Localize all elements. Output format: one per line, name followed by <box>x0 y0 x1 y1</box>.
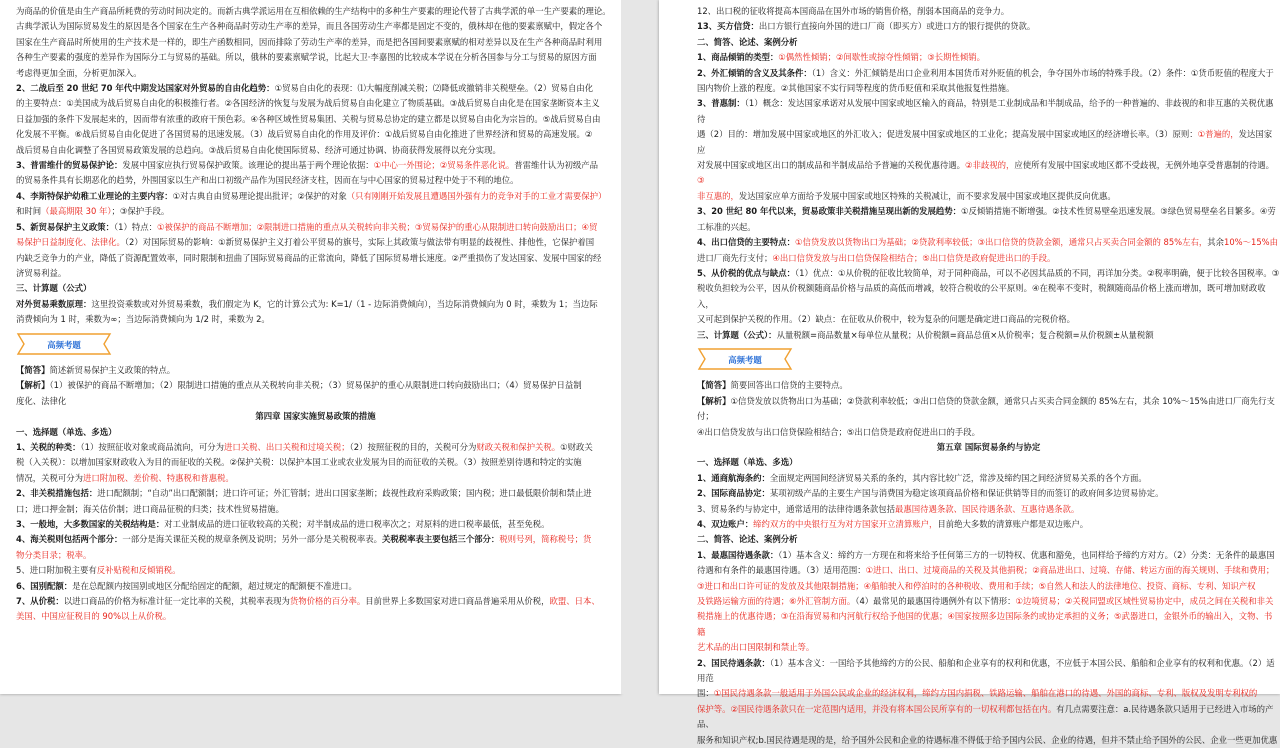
item-text: 应使所有发展中国家或地区都不受歧视，无例外地享受普惠制的待遇。 <box>1014 160 1275 171</box>
answer-label: 【解析】 <box>697 395 731 406</box>
item-highlight: 反补贴税和反倾销税。 <box>96 565 181 576</box>
item-heading: 13、买方信贷： <box>697 21 759 32</box>
paragraph: 消费倾向为 1 时，乘数为∞；当边际消费倾向为 1/2 时，乘数为 2。 <box>16 314 270 325</box>
paragraph: 内缺乏竞争力的产业，降低了资源配置效率，同时限制和扭曲了国际贸易商品的正常流向，降低了国际贸易增长速度。②严重损伤了发达国家、发展中国家的经 <box>16 252 602 263</box>
item-highlight: 货物价格的百分率。 <box>289 596 366 607</box>
item-text: （4）最常见的最惠国待遇例外有以下情形： <box>855 596 1016 607</box>
item-highlight: （最高期限 30 年） <box>41 206 112 217</box>
item-text: ①反倾销措施不断增强。②技术性贸易壁垒迅速发展。③绿色贸易壁垒名目繁多。④劳 <box>961 206 1276 217</box>
paragraph <box>697 686 1280 701</box>
section-item <box>697 548 1280 563</box>
item-heading: 7、从价税： <box>16 596 64 607</box>
item-text: 目前世界上多数国家对进口商品普遍采用从价税， <box>365 596 550 607</box>
section-item <box>697 19 1280 34</box>
hot-question-badge <box>697 347 793 371</box>
item-highlight: 欧盟、日本、 <box>549 596 600 607</box>
hot-question-badge <box>16 332 112 356</box>
item-text: ；③保护手段。 <box>111 206 170 217</box>
section-item <box>697 517 1280 532</box>
paragraph <box>697 702 1280 733</box>
section-item <box>16 297 615 312</box>
item-highlight: 缔约双方的中央银行互为对方国家开立清算账户， <box>753 519 938 529</box>
paragraph <box>697 251 1280 266</box>
item-heading: 关税税率表主要包括三个部分： <box>381 534 500 545</box>
section-item <box>16 579 615 594</box>
item-text: 5、进口附加税主要有 <box>16 565 97 576</box>
item-heading: 3、普惠制： <box>697 98 745 109</box>
section-item <box>697 471 1280 486</box>
item-text: 这里投资乘数或对外贸易乘数，我们假定为 K，它的计算公式为: K=1/（1 - 边际消费倾向），当边际消费倾向为 0 时，乘数为 1；当边际 <box>91 298 598 309</box>
item-text: 和时间 <box>16 206 42 217</box>
item-heading: 2、外汇倾销的含义及其条件： <box>697 67 812 78</box>
item-heading: 4、海关税则包括两个部分： <box>16 534 123 545</box>
paragraph: 税（入关税）：以增加国家财政收入为目的而征收的关税。②保护关税：以保护本国工业或农业发展为目的而征收的关税。（3）按照差别待遇和特定的实施 <box>16 457 582 468</box>
section-item <box>697 266 1280 281</box>
item-text: 情况，关税可分为 <box>16 472 83 483</box>
question-label: 【简答】 <box>697 380 731 391</box>
answer-label: 【解析】 <box>16 380 50 391</box>
section-item <box>697 66 1280 81</box>
item-heading: 2、二战后至 20 世纪 70 年代中期发达国家对外贸易的自由化趋势： <box>16 83 275 94</box>
item-text: 发展中国家应执行贸易保护政策。该理论的提出基于两个理论依据： <box>122 160 374 171</box>
item-highlight: ①被保护的商品不断增加；②限制进口措施的重点从关税转向非关税；③贸易保护的重心从限制进口转向鼓励出口；④贸 <box>156 221 598 232</box>
answer-text: ①信贷发放以货物出口为基础；②贷款利率较低；③出口信贷的贷款金额，通常只占买卖合同金额的 85%左右，其余 10%～15%由进口厂商先行支付； <box>697 395 1275 422</box>
item-highlight: 易保护日益制度化、法律化。 <box>16 237 125 248</box>
page-left <box>0 0 621 694</box>
paragraph: 又可起到保护关税的作用。（2）缺点：在征收从价税中，较为复杂的问题是确定进口商品的完税价格。 <box>697 314 1076 325</box>
paragraph: 税措施上的优惠待遇；③在沿海贸易和内河航行权给予他国的优惠；④国家按照多边国际条约或协定承担的义务；⑤武器进口，金银外币的输出入，文物、书籍 <box>697 611 1273 637</box>
paragraph: 各种生产要素的强度的差异作为国际分工与贸易的基础。所以，俄林的要素禀赋学说，比起大卫·李嘉图的比较成本学说在分析各国参与分工与贸易的原因方面 <box>16 52 597 63</box>
item-text: （1）含义：外汇倾销是出口企业利用本国货币对外贬值的机会，争夺国外市场的特殊手段。（2）条件：①货币贬值的程度大于 <box>811 67 1274 78</box>
question-text: 简要回答出口信贷的主要特点。 <box>730 380 848 391</box>
item-highlight: ①进口、出口、过境商品的关税及其他捐税；②商品进出口、过境、存储、转运方面的海关规则、手续和费用； <box>865 565 1275 576</box>
item-text: 遇（2）目的：增加发展中国家或地区的外汇收入；促进发展中国家或地区的工业化；提高发展中国家或地区的经济增长率。（3）原则： <box>697 129 1198 140</box>
question <box>697 378 1280 393</box>
item-highlight: ①信贷发放以货物出口为基础；②贷款利率较低；③出口信贷的贷款金额，通常只占买卖合同金额的 85%左右， <box>794 237 1208 248</box>
item-highlight: ①中心一外围论；②贸易条件恶化说。 <box>373 160 515 171</box>
item-text: （1）基本含义：一国给予其他缔约方的公民、船舶和企业享有的权利和优惠，不应低于本国公民、船舶和企业享有的权利和优惠。（2）适用范 <box>697 657 1275 684</box>
item-heading: 1、关税的种类： <box>16 441 81 452</box>
item-text: 围： <box>697 688 714 699</box>
section-item <box>16 563 615 578</box>
answer <box>16 378 615 393</box>
item-highlight: 保护等。②国民待遇条款只在一定范围内适用，并没有将本国公民所享有的一切权利都包括在内。 <box>697 703 1057 714</box>
question <box>16 363 615 378</box>
item-text: 待遇和有条件的最惠国待遇。（3）适用范围： <box>697 565 866 576</box>
paragraph: ③进口和出口许可证的发放及其他限制措施；④船舶驶入和停泊时的各种税收、费用和手续；⑤自然人和法人的法律地位、投资、商标、专利、知识产权 <box>697 580 1256 591</box>
item-text: ①对古典自由贸易理论提出批评；②保护的对象 <box>172 190 347 201</box>
item-heading: 对外贸易乘数原理： <box>16 298 92 309</box>
paragraph <box>697 127 1280 158</box>
item-text: 发达国家应单方面给予发展中国家或地区特殊的关税减让，而不要求发展中国家或地区提供反向优惠。 <box>738 190 1116 201</box>
paragraph: 口；进口押金制；海关估价制；进口商品征税的归类；技术性贸易措施。 <box>16 503 284 514</box>
item-highlight: 及铁路运输方面的待遇；⑥外汇管制方面。 <box>697 596 856 607</box>
item-heading: 2、非关税措施包括： <box>16 488 98 499</box>
item-text: 3、贸易条约与协定中，通常适用的法律待遇条款包括 <box>697 503 895 514</box>
section-heading: 三、计算题（公式） <box>16 283 92 294</box>
item-heading: 4、出口信贷的主要特点： <box>697 237 795 248</box>
section-item <box>16 81 615 96</box>
item-heading: 三、计算题（公式）： <box>697 329 777 340</box>
section-heading: 一、选择题（单选、多选） <box>697 457 798 468</box>
question-text: 简述新贸易保护主义政策的特点。 <box>49 364 176 375</box>
item-heading: 3、普雷维什的贸易保护论： <box>16 160 123 171</box>
item-text: 对工业制成品的进口征收较高的关税；对半制成品的进口税率次之；对原料的进口税率最低，甚至免税。 <box>164 519 550 529</box>
item-text: 有几点需要注意：a.民待遇条款只适用于已经进入市场的产品、 <box>697 703 1274 730</box>
paragraph: 国内物价上涨的程度。②其他国家不实行同等程度的货币贬值和采取其他报复性措施。 <box>697 83 1015 94</box>
item-heading: 1、通商航海条约： <box>697 472 770 483</box>
page-left-content <box>16 4 615 625</box>
item-heading: 1、商品倾销的类型： <box>697 52 779 63</box>
item-text: 出口方银行直接向外国的进口厂商（即买方）或进口方的银行提供的贷款。 <box>758 21 1036 32</box>
section-item <box>697 502 1280 517</box>
item-text: 以进口商品的价格为标准计征一定比率的关税，其税率表现为 <box>63 596 290 607</box>
paragraph: 工标准的兴起。 <box>697 221 756 232</box>
item-text: 目前绝大多数的清算账户都是双边账户。 <box>937 519 1089 529</box>
section-item <box>697 486 1280 501</box>
paragraph <box>697 563 1280 578</box>
paragraph: 化发展不平衡。⑥战后贸易自由化促进了各国贸易的迅速发展。（3）战后贸易自由化的作用及评价：①战后贸易自由化推进了世界经济和贸易的高速发展。② <box>16 129 593 140</box>
item-text: （1）按照征收对象或商品流向，可分为 <box>80 441 224 452</box>
item-heading: 4、双边账户： <box>697 519 754 529</box>
chapter-title: 第四章 国家实施贸易政策的措施 <box>255 411 376 422</box>
section-heading: 二、简答、论述、案例分析 <box>697 36 798 47</box>
item-text: 是在总配额内按国别或地区分配给固定的配额，超过规定的配额便不准进口。 <box>72 580 357 591</box>
paragraph: ④出口信贷发放与出口信贷保险相结合；⑤出口信贷是政府促进出口的手段。 <box>697 426 981 437</box>
section-item <box>697 656 1280 687</box>
paragraph: 美国、中国应征税目的 90%以上从价税。 <box>16 611 172 622</box>
paragraph <box>697 594 1280 609</box>
section-heading: 二、简答、论述、案例分析 <box>697 534 798 545</box>
paragraph: 国家在生产商品时所使用的生产技术是一样的，即生产函数相同，因而排除了劳动生产率的差异，而是把各国间要素禀赋的相对差异以及在生产各种商品时利用 <box>16 36 603 47</box>
section-item <box>697 96 1280 127</box>
paragraph: 为商品的价值是由生产商品所耗费的劳动时间决定的。而新古典学派运用在互相依赖的生产结构中的多种生产要素的理论代替了古典学派的单一生产要素的理论。 <box>16 6 611 16</box>
section-item <box>16 594 615 609</box>
paragraph: 考虑得更加全面，分析更加深入。 <box>16 67 142 78</box>
paragraph: 战后贸易自由化调整了各国贸易政策发展的总趋向。③战后贸易自由化使国际贸易、经济可通过协调、协商获得发展得以充分实现。 <box>16 144 501 155</box>
item-highlight: ③ <box>697 175 705 186</box>
item-highlight: ②非歧视的， <box>965 160 1015 171</box>
item-text: （1）特点： <box>113 221 157 232</box>
item-highlight: 进口关税、出口关税和过境关税； <box>223 441 350 452</box>
paragraph <box>16 204 615 219</box>
item-text: （1）概念：发达国家承诺对从发展中国家或地区输入的商品，特别是工业制成品和半制成品，给予的一种普遍的、非歧视的和非互惠的关税优惠待 <box>697 98 1274 124</box>
paragraph <box>697 189 1280 204</box>
paragraph: 日益加强的条件下发展起来的，因而带有浓重的政府干预色彩。④各种区域性贸易集团、关税与贸易总协定的建立都是以贸易自由化为宗旨的。⑤战后贸易自由 <box>16 113 601 124</box>
item-text: 进口配额制；“自动”出口配额制；进口许可证；外汇管制；进出口国家垄断；歧视性政府采购政策；国内税；进口最低限价制和禁止进 <box>97 488 592 499</box>
item-text: （2）对国际贸易的影响：①新贸易保护主义打着公平贸易的旗号，实际上其政策与做法带有明显的歧视性、排他性，它保护着国 <box>124 237 595 248</box>
paragraph: 济贸易利益。 <box>16 267 67 278</box>
item-heading: 2、国际商品协定： <box>697 488 770 499</box>
item-highlight: （只有刚刚开始发展且遭遇国外强有力的竞争对手的工业才需要保护） <box>346 190 607 201</box>
item-text: （1）基本含义：缔约方一方现在和将来给予任何第三方的一切特权、优惠和豁免，也同样给予缔约方对方。（2）分类：无条件的最惠国 <box>778 549 1275 560</box>
badge-label: 高频考题 <box>47 339 81 350</box>
paragraph: 物分类目录；税率。 <box>16 549 92 560</box>
item-highlight: 10%～15%由 <box>1224 237 1278 248</box>
paragraph: 的主要特点：①美国成为战后贸易自由化的积极推行者。②各国经济的恢复与发展为战后贸易自由化建立了物质基础。③战后贸易自由化是在国家垄断资本主义 <box>16 98 600 109</box>
section-item <box>697 204 1280 219</box>
item-heading: 3、20 世纪 80 年代以来，贸易政策非关税措施呈现出新的发展趋势： <box>697 206 962 217</box>
section-item <box>16 517 615 532</box>
question-label: 【简答】 <box>16 364 50 375</box>
paragraph <box>697 158 1280 189</box>
item-highlight: ①偶然性倾销；②间歇性或掠夺性倾销；③长期性倾销。 <box>778 52 985 63</box>
paragraph: 古典学派认为国际贸易发生的原因是各个国家在生产各种商品时劳动生产率的差异，而且各国劳动生产率都是固定不变的，俄林却在他的要素禀赋中，假定各个 <box>16 21 603 32</box>
item-heading: 3、一般地，大多数国家的关税结构是： <box>16 519 165 529</box>
section-item <box>16 158 615 173</box>
item-text: 某项初级产品的主要生产国与消费国为稳定该项商品价格和保证供销等目的而签订的政府间多边贸易协定。 <box>769 488 1164 499</box>
item-text: ①财政关 <box>560 441 593 452</box>
item-highlight: 最惠国待遇条款、国民待遇条款、互惠待遇条款。 <box>894 503 1080 514</box>
paragraph: 艺术品的出口国限制和禁止等。 <box>697 642 815 653</box>
chapter-title: 第五章 国际贸易条约与协定 <box>936 441 1041 452</box>
paragraph: 度化、法律化 <box>16 395 67 406</box>
item-text: 普雷维什认为初级产品 <box>514 160 598 171</box>
item-heading: 5、从价税的优点与缺点： <box>697 267 795 278</box>
paragraph: 税收负担较为公平，因从价税额随商品价格与品质的高低而增减，较符合税收的公平原则。④在税率不变时，税额随商品价格上涨而增加，既可增加财政收入， <box>697 283 1266 309</box>
item-text: （2）按照征税的目的，关税可分为 <box>349 441 477 452</box>
paragraph: 的贸易条件具有长期恶化的趋势，外围国家以生产和出口初级产品作为国民经济支柱，因而在与中心国家的贸易过程中处于不利的地位。 <box>16 175 519 186</box>
section-item <box>697 235 1280 250</box>
item-text: 其余 <box>1207 237 1225 248</box>
item-text: 全面规定两国间经济贸易关系的条约，其内容比较广泛，常涉及缔约国之间经济贸易关系的各个方面。 <box>769 472 1147 483</box>
paragraph: 12、出口税的征收将提高本国商品在国外市场的销售价格，削弱本国商品的竞争力。 <box>697 6 1010 16</box>
item-text: 发达国家应 <box>697 129 1273 155</box>
paragraph: 服务和知识产权;b.国民待遇是现的是，给予国外公民和企业的待遇标准不得低于给予国内公民、企业的待遇，但并不禁止给予国外的公民、企业一些更加优惠 <box>697 734 1278 745</box>
badge-label: 高频考题 <box>728 354 762 365</box>
item-highlight: ④出口信贷发放与出口信贷保险相结合；⑤出口信贷是政府促进出口的手段。 <box>772 252 1056 263</box>
section-item <box>16 189 615 204</box>
item-text: 进口厂商先行支付； <box>697 252 773 263</box>
section-item <box>16 486 615 501</box>
answer <box>697 394 1280 425</box>
item-text: 一部分是海关课征关税的规章条例及说明；另外一部分是关税税率表。 <box>122 534 382 545</box>
item-highlight: 非互惠的， <box>697 190 739 201</box>
item-heading: 5、新贸易保护主义政策： <box>16 221 114 232</box>
section-heading: 一、选择题（单选、多选） <box>16 426 117 437</box>
item-heading: 1、最惠国待遇条款： <box>697 549 779 560</box>
paragraph <box>16 235 615 250</box>
page-gutter <box>621 0 659 694</box>
item-text: 对发展中国家或地区出口的制成品和半制成品给予普遍的关税优惠待遇。 <box>697 160 965 171</box>
item-heading: 2、国民待遇条款： <box>697 657 770 668</box>
item-highlight: ①边境贸易；②关税同盟或区域性贸易协定中，成员之间在关税和非关 <box>1015 596 1274 607</box>
item-text: ①贸易自由化的表现：⑴大幅度削减关税；⑵降低或撤销非关税壁垒。（2）贸易自由化 <box>274 83 594 94</box>
item-text: （1）优点：①从价税的征收比较简单，对于同种商品，可以不必因其品质的不同，再详加分类。②税率明确，便于比较各国税率。③ <box>794 267 1280 278</box>
section-item <box>16 532 615 547</box>
item-highlight: 税则号列，简称税号；货 <box>499 534 592 545</box>
item-highlight: 财政关税和保护关税。 <box>476 441 561 452</box>
paragraph <box>16 471 615 486</box>
section-item <box>697 50 1280 65</box>
section-item <box>697 328 1280 343</box>
item-heading: 6、国别配额： <box>16 580 73 591</box>
item-highlight: ①普遍的， <box>1197 129 1239 140</box>
section-item <box>16 220 615 235</box>
item-highlight: ①国民待遇条款一般适用于外国公民或企业的经济权利，缔约方国内捐税、铁路运输、船舶在港口的待遇、外国的商标、专利、版权及发明专利权的 <box>713 688 1258 699</box>
page-right-content <box>697 4 1280 748</box>
section-item <box>16 440 615 455</box>
item-text: 从量税额=商品数量×每单位从量税；从价税额=商品总值×从价税率；复合税额=从价税额±从量税额 <box>776 329 1154 340</box>
item-heading: 4、李斯特保护幼稚工业理论的主要内容： <box>16 190 173 201</box>
page-right <box>659 0 1280 745</box>
answer-text: （1）被保护的商品不断增加；（2）限制进口措施的重点从关税转向非关税；（3）贸易保护的重心从限制进口转向鼓励出口；（4）贸易保护日益制 <box>49 380 582 391</box>
item-highlight: 进口附加税、差价税、特惠税和普惠税。 <box>83 472 234 483</box>
